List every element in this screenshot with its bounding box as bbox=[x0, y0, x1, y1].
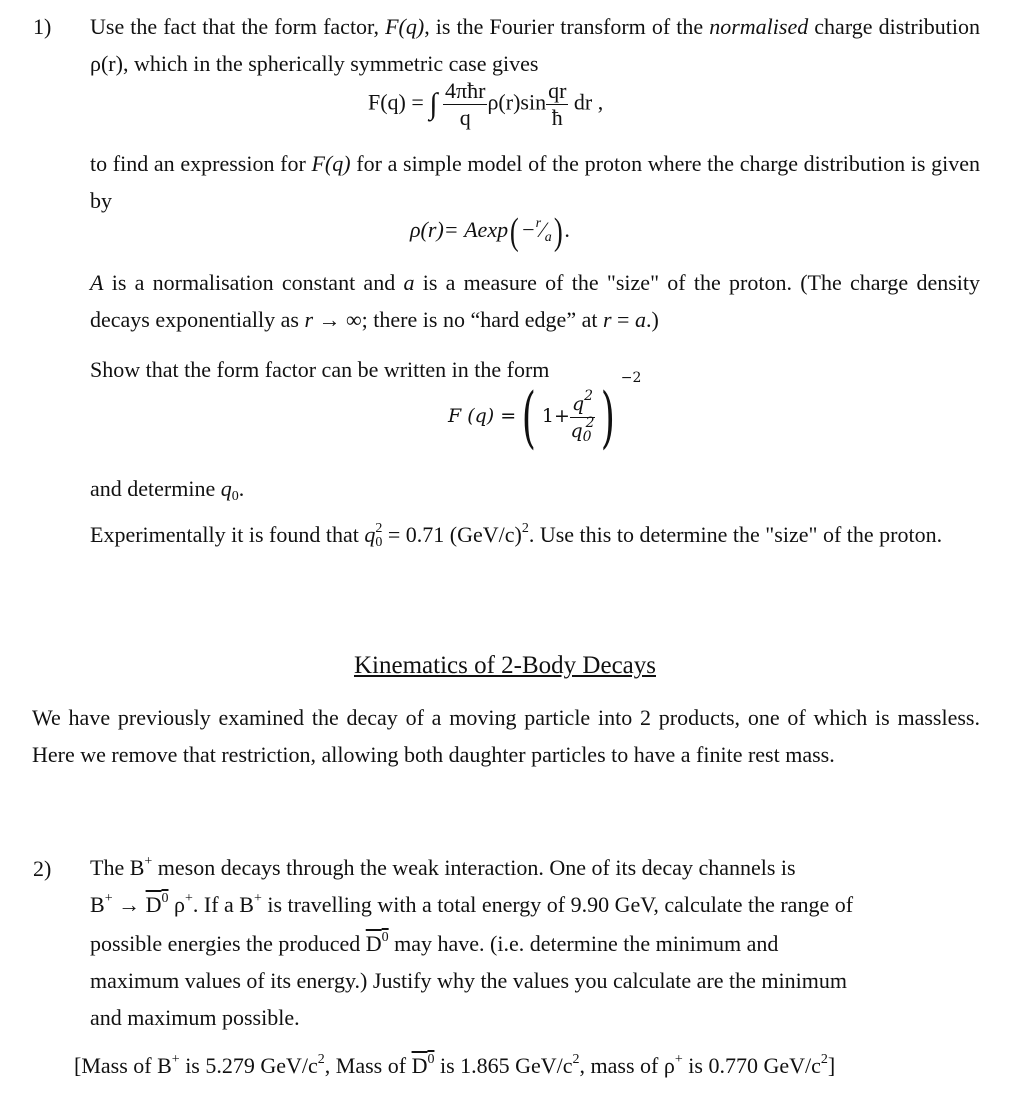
section-intro-paragraph: We have previously examined the decay of a moving particle into 2 products, one of which is massless. Here we remove that restriction, allowing both daughter particles to have a finite rest mass. bbox=[32, 705, 980, 767]
question-2-line-1: The B+ meson decays through the weak interaction. One of its decay channels is bbox=[90, 854, 796, 880]
question-2-number: 2) bbox=[33, 856, 52, 881]
question-2-line-4: maximum values of its energy.) Justify why the values you calculate are the minimum bbox=[90, 968, 847, 993]
question-2-line-5: and maximum possible. bbox=[90, 1005, 300, 1030]
section-heading: Kinematics of 2-Body Decays bbox=[353, 652, 656, 679]
equation-charge-distribution: $\rho(r)= Aexp(-^r⁄_a)$. bbox=[410, 211, 570, 253]
equation-dipole-form-factor: F (q) =( 1+ $\frac{q^2}{q_0^2}$ )$^{-2}$ bbox=[448, 370, 642, 456]
question-2-line-2: $B^+ \to D^0$ ρ+. If a B+ is travelling with a total energy of 9.90 GeV, calculate the range of bbox=[90, 891, 854, 917]
equation-form-factor-integral: F(q) = ∫ $\frac{\text{4πħr}}{q}$ ρ(r)sin $\frac{qr}{ħ}$ dr , bbox=[368, 78, 604, 130]
question-1-determine-text: and determine $q_0$. bbox=[90, 476, 245, 504]
question-2-masses: [Mass of B+ is 5.279 GeV/$c^2$, Mass of $D^0$ is 1.865 GeV/$c^2$, mass of ρ+ is 0.770 GeV/$c^2$] bbox=[74, 1052, 836, 1078]
question-1-number: 1) bbox=[33, 14, 52, 39]
question-1-intro: Use the fact that the form factor, F(q), is the Fourier transform of the normalised charge distribution ρ(r), which in the spherically symmetric case gives bbox=[90, 14, 981, 76]
question-1-normalisation-text: A is a normalisation constant and a is a measure of the "size" of the proton. (The charge density decays exponentially as r → ∞; there is no “hard edge” at r = a.) bbox=[90, 270, 980, 332]
question-1-experimental-text: Experimentally it is found that $q^2_0 = 0.71$ $(GeV/c)^2$. Use this to determine the "size" of the proton. bbox=[90, 521, 943, 550]
question-1-show-text: Show that the form factor can be written in the form bbox=[90, 357, 550, 382]
question-1-find-text: to find an expression for F(q) for a simple model of the proton where the charge distribution is given by bbox=[90, 151, 981, 213]
question-2-line-3: possible energies the produced $D^0$ may have. (i.e. determine the minimum and bbox=[90, 930, 779, 956]
